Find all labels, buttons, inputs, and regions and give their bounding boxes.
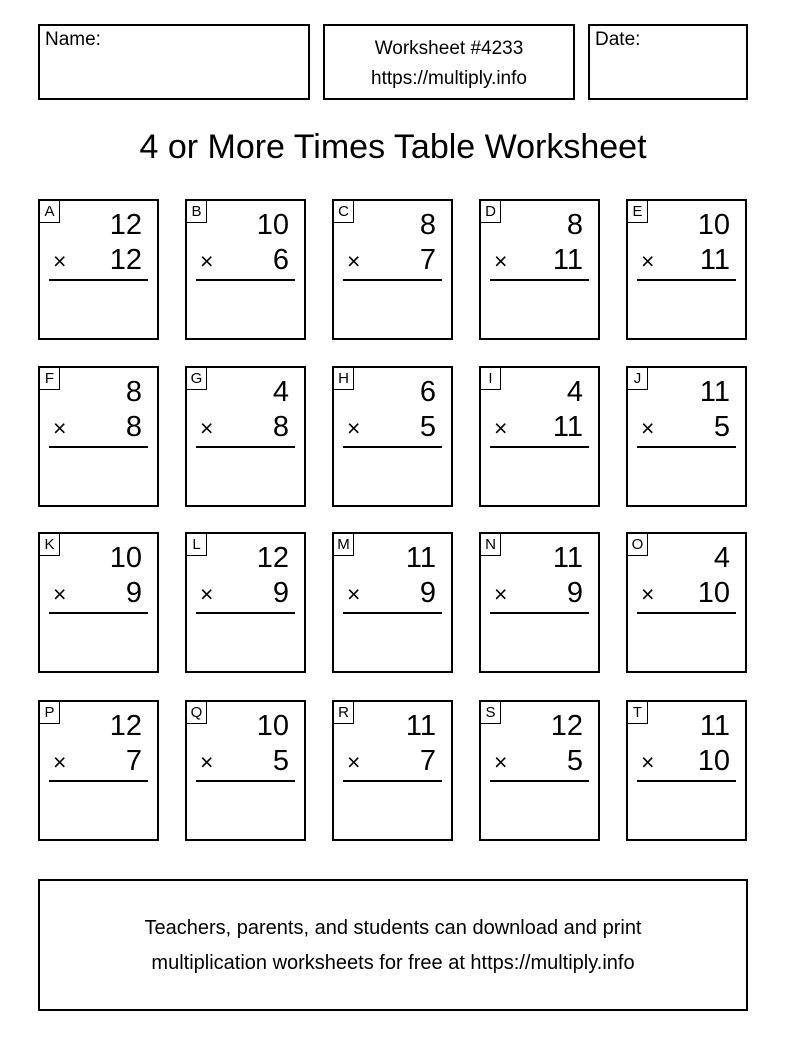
times-sign: × bbox=[200, 749, 214, 775]
multiplier: 12 bbox=[109, 244, 142, 276]
multiplicand: 8 bbox=[566, 209, 583, 241]
multiplicand: 12 bbox=[109, 710, 142, 742]
multiplier: 5 bbox=[419, 411, 436, 443]
problem-g[interactable] bbox=[185, 366, 306, 507]
problem-label: E bbox=[628, 201, 648, 223]
multiplier: 7 bbox=[125, 745, 142, 777]
footer-line-1: Teachers, parents, and students can download and print bbox=[144, 917, 642, 939]
times-sign: × bbox=[200, 415, 214, 441]
footer-box bbox=[38, 879, 748, 1011]
problem-label: F bbox=[40, 368, 60, 390]
answer-line bbox=[196, 780, 295, 782]
multiplier: 8 bbox=[272, 411, 289, 443]
times-sign: × bbox=[53, 248, 67, 274]
multiplicand: 12 bbox=[109, 209, 142, 241]
answer-line bbox=[490, 612, 589, 614]
page-title: 4 or More Times Table Worksheet bbox=[139, 128, 647, 166]
times-sign: × bbox=[347, 581, 361, 607]
multiplier: 9 bbox=[419, 577, 436, 609]
footer-line-2: multiplication worksheets for free at https://multiply.info bbox=[151, 952, 635, 974]
problem-label: M bbox=[334, 534, 354, 556]
problem-q[interactable] bbox=[185, 700, 306, 841]
name-box[interactable] bbox=[38, 24, 310, 100]
multiplicand: 11 bbox=[699, 376, 730, 408]
multiplicand: 10 bbox=[697, 209, 730, 241]
answer-line bbox=[343, 446, 442, 448]
multiplicand: 12 bbox=[550, 710, 583, 742]
problem-r[interactable] bbox=[332, 700, 453, 841]
answer-line bbox=[196, 279, 295, 281]
answer-line bbox=[343, 780, 442, 782]
problem-label: I bbox=[481, 368, 501, 390]
multiplicand: 6 bbox=[419, 376, 436, 408]
problem-c[interactable] bbox=[332, 199, 453, 340]
times-sign: × bbox=[53, 415, 67, 441]
problem-label: N bbox=[481, 534, 501, 556]
problem-s[interactable] bbox=[479, 700, 600, 841]
times-sign: × bbox=[641, 248, 655, 274]
name-label: Name: bbox=[45, 29, 101, 50]
problem-label: O bbox=[628, 534, 648, 556]
answer-line bbox=[343, 279, 442, 281]
answer-line bbox=[637, 446, 736, 448]
times-sign: × bbox=[347, 248, 361, 274]
answer-line bbox=[637, 612, 736, 614]
times-sign: × bbox=[494, 248, 508, 274]
multiplicand: 4 bbox=[272, 376, 289, 408]
multiplier: 10 bbox=[697, 577, 730, 609]
multiplicand: 10 bbox=[256, 209, 289, 241]
multiplicand: 11 bbox=[405, 542, 436, 574]
times-sign: × bbox=[347, 749, 361, 775]
problem-label: K bbox=[40, 534, 60, 556]
multiplicand: 4 bbox=[713, 542, 730, 574]
problem-label: R bbox=[334, 702, 354, 724]
problem-f[interactable] bbox=[38, 366, 159, 507]
problem-label: A bbox=[40, 201, 60, 223]
multiplicand: 11 bbox=[699, 710, 730, 742]
multiplier: 6 bbox=[272, 244, 289, 276]
answer-line bbox=[343, 612, 442, 614]
problem-m[interactable] bbox=[332, 532, 453, 673]
answer-line bbox=[196, 612, 295, 614]
multiplier: 9 bbox=[272, 577, 289, 609]
times-sign: × bbox=[641, 581, 655, 607]
multiplier: 7 bbox=[419, 745, 436, 777]
problem-label: S bbox=[481, 702, 501, 724]
multiplier: 9 bbox=[125, 577, 142, 609]
times-sign: × bbox=[200, 581, 214, 607]
times-sign: × bbox=[200, 248, 214, 274]
multiplicand: 4 bbox=[566, 376, 583, 408]
problem-label: L bbox=[187, 534, 207, 556]
multiplicand: 11 bbox=[405, 710, 436, 742]
answer-line bbox=[637, 279, 736, 281]
problem-t[interactable] bbox=[626, 700, 747, 841]
answer-line bbox=[490, 780, 589, 782]
worksheet-url: https://multiply.info bbox=[371, 68, 527, 89]
answer-line bbox=[637, 780, 736, 782]
problem-label: P bbox=[40, 702, 60, 724]
multiplicand: 12 bbox=[256, 542, 289, 574]
problem-b[interactable] bbox=[185, 199, 306, 340]
times-sign: × bbox=[494, 415, 508, 441]
answer-line bbox=[49, 612, 148, 614]
multiplicand: 8 bbox=[419, 209, 436, 241]
problem-i[interactable] bbox=[479, 366, 600, 507]
multiplier: 8 bbox=[125, 411, 142, 443]
multiplicand: 10 bbox=[109, 542, 142, 574]
answer-line bbox=[196, 446, 295, 448]
problem-label: C bbox=[334, 201, 354, 223]
times-sign: × bbox=[641, 415, 655, 441]
times-sign: × bbox=[494, 749, 508, 775]
multiplicand: 8 bbox=[125, 376, 142, 408]
problem-label: B bbox=[187, 201, 207, 223]
answer-line bbox=[490, 446, 589, 448]
worksheet-info-box bbox=[323, 24, 575, 100]
answer-line bbox=[490, 279, 589, 281]
multiplier: 9 bbox=[566, 577, 583, 609]
date-box[interactable] bbox=[588, 24, 748, 100]
multiplier: 11 bbox=[699, 244, 730, 276]
problem-label: T bbox=[628, 702, 648, 724]
worksheet-number: Worksheet #4233 bbox=[374, 38, 524, 59]
problem-e[interactable] bbox=[626, 199, 747, 340]
problem-k[interactable] bbox=[38, 532, 159, 673]
multiplier: 10 bbox=[697, 745, 730, 777]
problem-h[interactable] bbox=[332, 366, 453, 507]
multiplier: 5 bbox=[713, 411, 730, 443]
problem-label: Q bbox=[187, 702, 207, 724]
times-sign: × bbox=[347, 415, 361, 441]
multiplicand: 11 bbox=[552, 542, 583, 574]
answer-line bbox=[49, 279, 148, 281]
date-label: Date: bbox=[595, 29, 641, 50]
multiplier: 7 bbox=[419, 244, 436, 276]
times-sign: × bbox=[494, 581, 508, 607]
multiplier: 11 bbox=[552, 244, 583, 276]
multiplier: 11 bbox=[552, 411, 583, 443]
problem-p[interactable] bbox=[38, 700, 159, 841]
problem-label: H bbox=[334, 368, 354, 390]
times-sign: × bbox=[641, 749, 655, 775]
problem-j[interactable] bbox=[626, 366, 747, 507]
times-sign: × bbox=[53, 749, 67, 775]
problem-label: J bbox=[628, 368, 648, 390]
multiplier: 5 bbox=[272, 745, 289, 777]
problem-label: D bbox=[481, 201, 501, 223]
problem-n[interactable] bbox=[479, 532, 600, 673]
problem-o[interactable] bbox=[626, 532, 747, 673]
problem-label: G bbox=[187, 368, 207, 390]
answer-line bbox=[49, 446, 148, 448]
problem-d[interactable] bbox=[479, 199, 600, 340]
multiplicand: 10 bbox=[256, 710, 289, 742]
problem-l[interactable] bbox=[185, 532, 306, 673]
answer-line bbox=[49, 780, 148, 782]
times-sign: × bbox=[53, 581, 67, 607]
multiplier: 5 bbox=[566, 745, 583, 777]
problem-a[interactable] bbox=[38, 199, 159, 340]
